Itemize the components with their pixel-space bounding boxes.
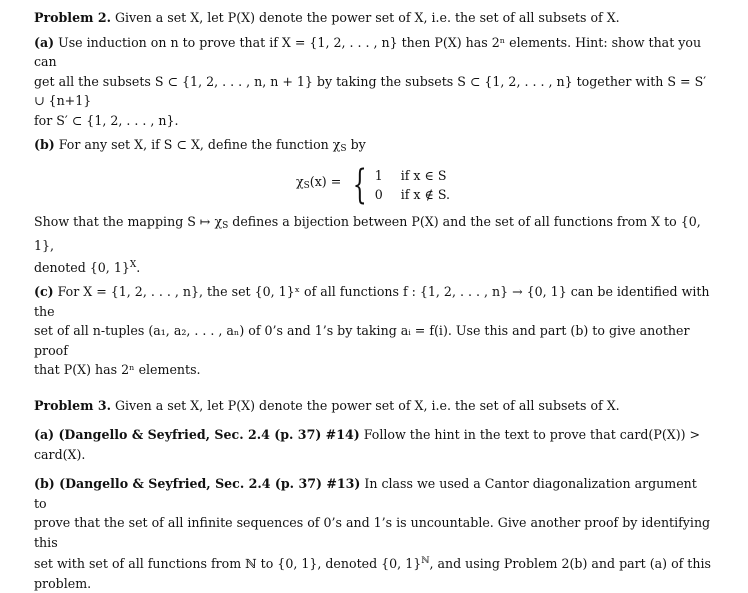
problem-2a-line-3: for S′ ⊂ {1, 2, . . . , n}. xyxy=(34,111,712,131)
formula-brace: { xyxy=(353,165,367,205)
problem-2b-line-1: (b) For any set X, if S ⊂ X, define the function $\chi_S$ by xyxy=(34,135,712,160)
formula-cases xyxy=(375,166,450,204)
formula-case-2: 0 if x ∉ S. xyxy=(375,185,450,204)
problem-3a-label: (a) (Dangello & Seyfried, Sec. 2.4 (p. 37) #14) xyxy=(34,427,360,442)
problem-3b-line-1: (b) (Dangello & Seyfried, Sec. 2.4 (p. 37) #13) In class we used a Cantor diagonalization argument to xyxy=(34,474,712,513)
problem-3-intro: Problem 3. Given a set X, let P(X) denote the power set of X, i.e. the set of all subsets of X. xyxy=(34,396,712,416)
problem-3b-line-2: prove that the set of all infinite sequences of 0’s and 1’s is uncountable. Give another proof by identifying this xyxy=(34,513,712,552)
problem-2a-line-2: get all the subsets S ⊂ {1, 2, . . . , n, n + 1} by taking the subsets S ⊂ {1, 2, . . . , n} together with S = S′ ∪ {n+1} xyxy=(34,72,712,111)
problem-2a-line-1: (a) Use induction on n to prove that if X = {1, 2, . . . , n} then P(X) has 2ⁿ elements. Hint: show that you can xyxy=(34,33,712,72)
problem-3a-line-2: card(X). xyxy=(34,445,712,465)
problem-2b-line-2: Show that the mapping S ↦ $\chi_S$ defines a bijection between P(X) and the set of all functions from X to {0, 1}, xyxy=(34,212,712,256)
problem-2c-label: (c) xyxy=(34,284,54,299)
characteristic-function-formula xyxy=(34,164,712,206)
formula-lhs: $\chi_S(x)$ = xyxy=(296,172,341,197)
problem-2c-line-2: set of all n-tuples (a₁, a₂, . . . , aₙ) of 0’s and 1’s by taking aᵢ = f(i). Use this and part (b) to give another proof xyxy=(34,321,712,360)
problem-3a-line-1: (a) (Dangello & Seyfried, Sec. 2.4 (p. 37) #14) Follow the hint in the text to prove that card(P(X)) > xyxy=(34,425,712,445)
problem-3-heading: Problem 3. xyxy=(34,398,111,413)
problem-2c-line-3: that P(X) has 2ⁿ elements. xyxy=(34,360,712,380)
problem-2-intro: Problem 2. Given a set X, let P(X) denote the power set of X, i.e. the set of all subsets of X. xyxy=(34,8,712,28)
problem-2a-label: (a) xyxy=(34,35,54,50)
problem-2b-line-3: denoted {0, 1}$^X$. xyxy=(34,256,712,278)
problem-3b-line-4: problem. xyxy=(34,574,712,593)
problem-3b-label: (b) (Dangello & Seyfried, Sec. 2.4 (p. 37) #13) xyxy=(34,476,360,491)
problem-2-heading: Problem 2. xyxy=(34,10,111,25)
problem-2b-label: (b) xyxy=(34,137,55,152)
formula-case-1: 1 if x ∈ S xyxy=(375,166,450,185)
problem-3b-line-3: set with set of all functions from ℕ to {0, 1}, denoted {0, 1}$^ℕ$, and using Problem 2(b) and part (a) of this xyxy=(34,552,712,574)
problem-2c-line-1: (c) For X = {1, 2, . . . , n}, the set {0, 1}ˣ of all functions f : {1, 2, . . . , n} → {0, 1} can be identified with the xyxy=(34,282,712,321)
